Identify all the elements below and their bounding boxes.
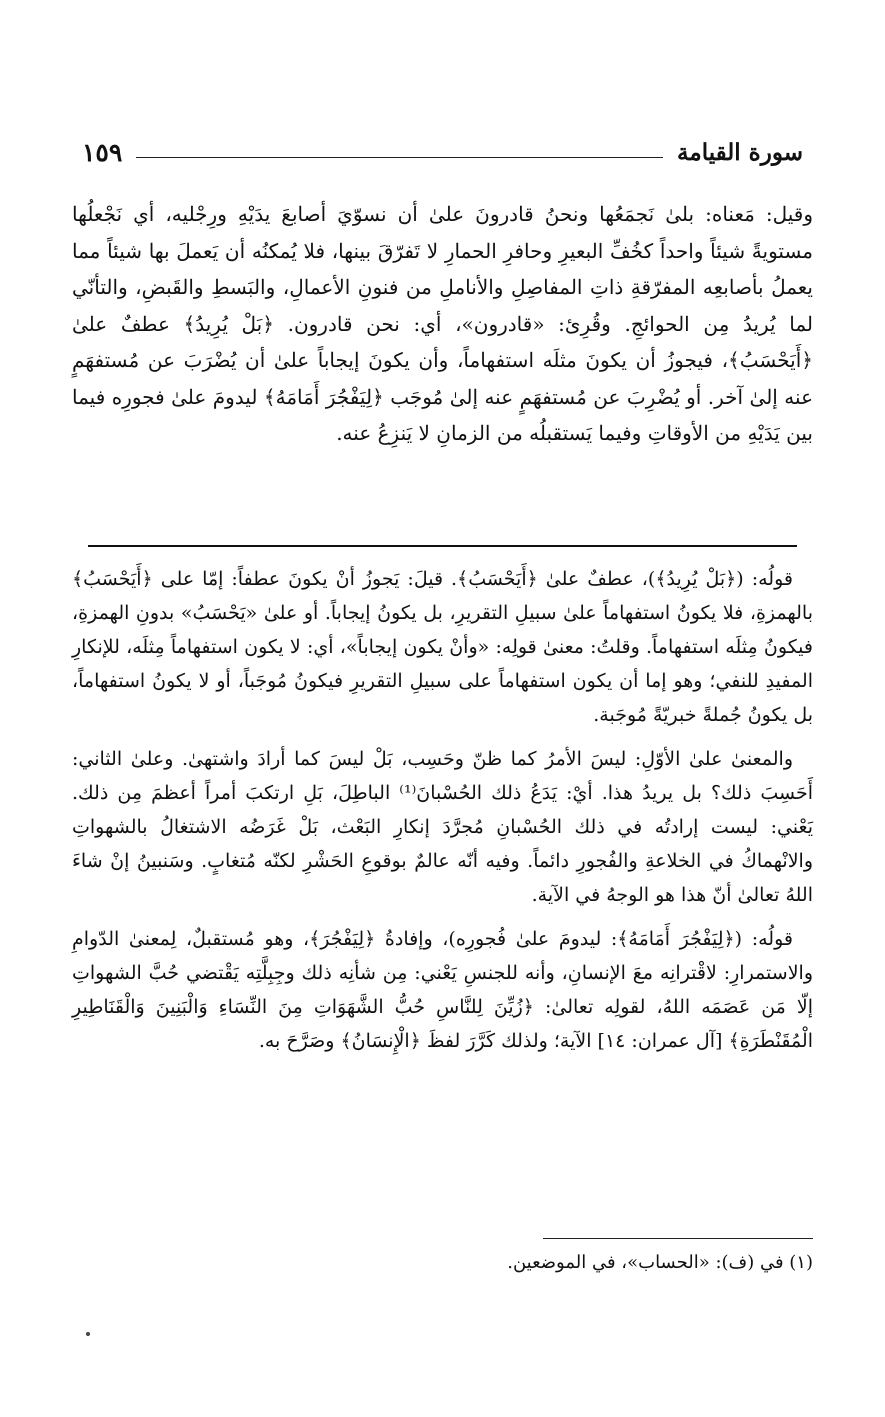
- commentary-paragraph: قولُه: (﴿لِيَفْجُرَ أَمَامَهُ﴾: ليدومَ علىٰ فُجورِه)، وإفادةُ ﴿لِيَفْجُرَ﴾، وهو مُستقبلٌ، لِمعنىٰ الدّوامِ والاستمرارِ: لاقْترانِه معَ الإنسانِ، وأنه للجنسِ يَعْني: مِن شأنِه ذلك وجِبِلَّتِه يَقْتضي حُبَّ الشهواتِ إلّا مَن عَصَمَه اللهُ، لقولِه تعالىٰ: ﴿زُيِّنَ لِلنَّاسِ حُبُّ الشَّهَوَاتِ مِنَ النِّسَاءِ وَالْبَنِينَ وَالْقَنَاطِيرِ الْمُقَنْطَرَةِ﴾ [آل عمران: ١٤] الآية؛ ولذلك كَرَّرَ لفظَ ﴿الْإِنسَانُ﴾ وصَرَّحَ به.: [72, 928, 813, 1052]
- footnote: (١) في (ف): «الحساب»، في الموضعين.: [507, 1252, 813, 1273]
- commentary-paragraph: والمعنىٰ علىٰ الأوّلِ: ليسَ الأمرُ كما ظنّ وحَسِب، بَلْ ليسَ كما أرادَ واشتهىٰ. وعلىٰ الثاني: أَحَسِبَ ذلك؟ بل يريدُ هذا. أيْ: يَدَعُ ذلك الحُسْبانَ⁽¹⁾ الباطِلَ، بَلِ ارتكبَ أمراً أعظمَ مِن ذلك. يَعْني: ليست إرادتُه في ذلك الحُسْبانِ مُجرَّدَ إنكارِ البَعْث، بَلْ غَرَضُه الاشتغالُ بالشهواتِ والانْهماكُ في الخلاعةِ والفُجورِ دائماً. وفيه أنّه عالمٌ بوقوعِ الحَشْرِ لكنّه مُتغابٍ. وسَنبينُ إنْ شاءَ اللهُ تعالىٰ أنّ هذا هو الوجهُ في الآية.: [72, 748, 813, 906]
- page-header: [82, 132, 803, 172]
- commentary: [72, 562, 813, 1068]
- page-number: ١٥٩: [82, 137, 123, 167]
- margin-dot: [86, 1332, 90, 1336]
- surah-title: سورة القيامة: [677, 138, 803, 166]
- section-divider: [88, 545, 797, 547]
- commentary-paragraph: قولُه: (﴿بَلْ يُرِيدُ﴾)، عطفٌ علىٰ ﴿أَيَحْسَبُ﴾. قيلَ: يَجوزُ أنْ يكونَ عطفاً: إمّا على ﴿أَيَحْسَبُ﴾ بالهمزةِ، فلا يكونُ استفهاماً علىٰ سبيلِ التقريرِ، بل يكونُ إيجاباً. أو علىٰ «يَحْسَبُ» بدونِ الهمزةِ، فيكونُ مِثلَه استفهاماً. وقلتُ: معنىٰ قولِه: «وأنْ يكون إيجاباً»، أي: لا يكون استفهاماً مِثلَه، للإنكارِ المفيدِ للنفي؛ وهو إما أن يكون استفهاماً على سبيلِ التقريرِ فيكونُ مُوجَباً، أو لا يكونُ استفهاماً، بل يكونُ جُملةً خبريّةً مُوجَبة.: [72, 568, 814, 726]
- header-rule: [136, 157, 663, 158]
- main-text: وقيل: مَعناه: بلىٰ نَجمَعُها ونحنُ قادرونَ علىٰ أن نسوّيَ أصابعَ يدَيْهِ ورِجْليه، أي نَجْعلُها مستويةً شيئاً واحداً كخُفِّ البعيرِ وحافرِ الحمارِ لا تَفرّقَ بينها، فلا يُمكنُه أن يَعملَ بها شيئاً مما يعملُ بأصابعِه المفرّقةِ ذاتِ المفاصِلِ والأناملِ من فنونِ الأعمالِ، والبَسطِ والقَبضِ، والتأنّي لما يُريدُ مِن الحوائجِ. وقُرِئ: «قادرون»، أي: نحن قادرون. ﴿بَلْ يُرِيدُ﴾ عطفٌ علىٰ ﴿أَيَحْسَبُ﴾، فيجوزُ أن يكونَ مثلَه استفهاماً، وأن يكونَ إيجاباً علىٰ أن يُضْرَبَ عن مُستفهَمٍ عنه إلىٰ آخر. أو يُضْرِبَ عن مُستفهَمٍ عنه إلىٰ مُوجَب ﴿لِيَفْجُرَ أَمَامَهُ﴾ ليدومَ علىٰ فجورِه فيما بين يَدَيْهِ من الأوقاتِ وفيما يَستقبلُه من الزمانِ لا يَنزِعُ عنه.: [72, 202, 814, 445]
- footnote-rule: [543, 1238, 813, 1239]
